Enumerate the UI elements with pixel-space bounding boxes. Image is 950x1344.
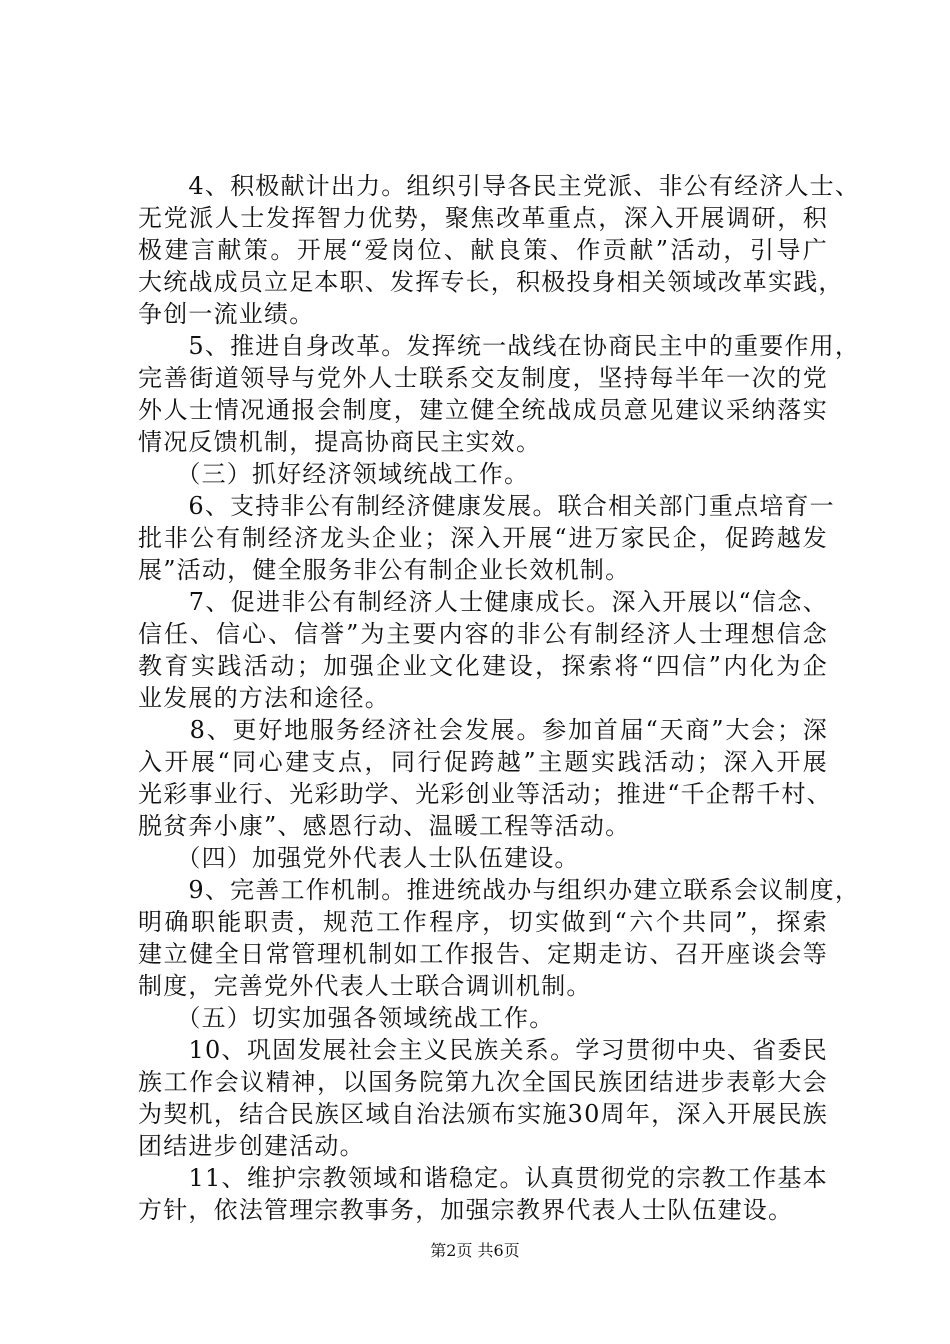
section-heading-line: （三）抓好经济领域统战工作。 bbox=[138, 460, 530, 488]
section-heading-line: （五）切实加强各领域统战工作。 bbox=[138, 1004, 555, 1032]
paragraph-line: 争创一流业绩。 bbox=[138, 300, 315, 328]
paragraph-line: 族工作会议精神，以国务院第九次全国民族团结进步表彰大会 bbox=[138, 1068, 828, 1096]
paragraph-line: 信任、信心、信誉”为主要内容的非公有制经济人士理想信念 bbox=[138, 620, 828, 648]
paragraph-line: 7、促进非公有制经济人士健康成长。深入开展以“信念、 bbox=[138, 588, 828, 616]
paragraph-line: 无党派人士发挥智力优势，聚焦改革重点，深入开展调研，积 bbox=[138, 204, 828, 232]
paragraph-line: 明确职能职责，规范工作程序，切实做到“六个共同”，探索 bbox=[138, 908, 828, 936]
section-heading-line: （四）加强党外代表人士队伍建设。 bbox=[138, 844, 580, 872]
paragraph-line: 情况反馈机制，提高协商民主实效。 bbox=[138, 428, 542, 456]
paragraph-line: 9、完善工作机制。推进统战办与组织办建立联系会议制度， bbox=[138, 876, 861, 904]
paragraph-line: 11、维护宗教领域和谐稳定。认真贯彻党的宗教工作基本 bbox=[138, 1164, 828, 1192]
paragraph-line: 外人士情况通报会制度，建立健全统战成员意见建议采纳落实 bbox=[138, 396, 828, 424]
paragraph-line: 脱贫奔小康”、感恩行动、温暖工程等活动。 bbox=[138, 812, 631, 840]
paragraph-line: 展”活动，健全服务非公有制企业长效机制。 bbox=[138, 556, 631, 584]
paragraph-line: 5、推进自身改革。发挥统一战线在协商民主中的重要作用， bbox=[138, 332, 861, 360]
paragraph-line: 为契机，结合民族区域自治法颁布实施30周年，深入开展民族 bbox=[138, 1100, 828, 1128]
paragraph-line: 8、更好地服务经济社会发展。参加首届“天商”大会；深 bbox=[138, 716, 828, 744]
paragraph-line: 10、巩固发展社会主义民族关系。学习贯彻中央、省委民 bbox=[138, 1036, 828, 1064]
page-footer: 第2页 共6页 bbox=[430, 1241, 520, 1260]
paragraph-line: 极建言献策。开展“爱岗位、献良策、作贡献”活动，引导广 bbox=[138, 236, 828, 264]
paragraph-line: 批非公有制经济龙头企业；深入开展“进万家民企，促跨越发 bbox=[138, 524, 828, 552]
paragraph-line: 方针，依法管理宗教事务，加强宗教界代表人士队伍建设。 bbox=[138, 1196, 794, 1224]
paragraph-line: 入开展“同心建支点，同行促跨越”主题实践活动；深入开展 bbox=[138, 748, 828, 776]
paragraph-line: 6、支持非公有制经济健康发展。联合相关部门重点培育一 bbox=[138, 492, 835, 520]
paragraph-line: 完善街道领导与党外人士联系交友制度，坚持每半年一次的党 bbox=[138, 364, 828, 392]
paragraph-line: 建立健全日常管理机制如工作报告、定期走访、召开座谈会等 bbox=[138, 940, 828, 968]
paragraph-line: 大统战成员立足本职、发挥专长，积极投身相关领域改革实践， bbox=[138, 268, 844, 296]
paragraph-line: 教育实践活动；加强企业文化建设，探索将“四信”内化为企 bbox=[138, 652, 828, 680]
paragraph-line: 光彩事业行、光彩助学、光彩创业等活动；推进“千企帮千村、 bbox=[138, 780, 832, 808]
document-body bbox=[138, 170, 861, 1226]
paragraph-line: 团结进步创建活动。 bbox=[138, 1132, 365, 1160]
paragraph-line: 制度，完善党外代表人士联合调训机制。 bbox=[138, 972, 592, 1000]
paragraph-line: 业发展的方法和途径。 bbox=[138, 684, 390, 712]
paragraph-line: 4、积极献计出力。组织引导各民主党派、非公有经济人士、 bbox=[138, 172, 861, 200]
